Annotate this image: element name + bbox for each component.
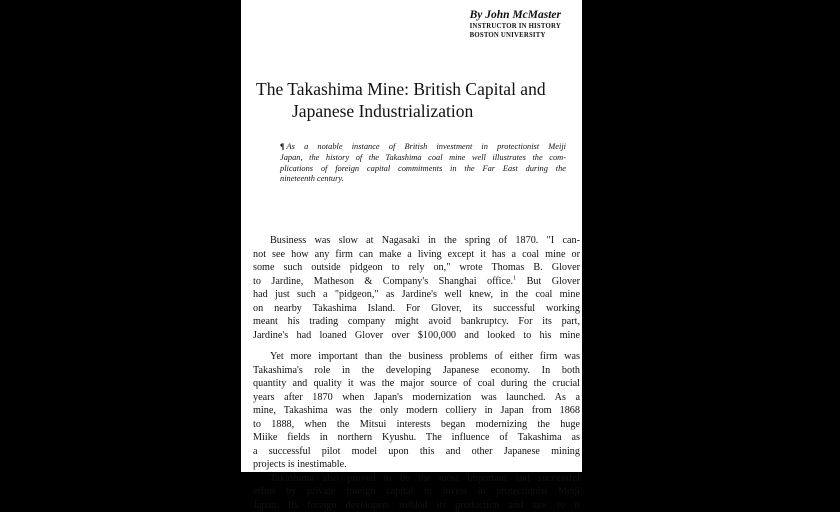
paragraph-3 <box>253 472 580 512</box>
body-line: to 1888, when the Mitsui interests began modernizing the huge <box>253 418 580 432</box>
body-line: to Jardine, Matheson & Company's Shanghai office. <box>253 276 513 287</box>
article-title <box>256 78 576 122</box>
body-line: Jardine's had loaned Glover over $100,000 and looked to his mine <box>253 329 580 343</box>
author-affiliation-title: INSTRUCTOR IN HISTORY <box>470 22 561 31</box>
body-line: Miike fields in northern Kyushu. The influence of Takashima as <box>253 431 580 445</box>
body-line: effort by private foreign capital to invest in protectionist Meiji <box>253 485 580 499</box>
article-body <box>253 234 580 512</box>
body-line: years after 1870 when Japan's modernization was launched. As a <box>253 391 580 405</box>
page-break-gap <box>253 342 580 350</box>
pilcrow-mark: ¶ <box>280 142 285 151</box>
byline <box>470 8 561 40</box>
body-line: a successful pilot model upon this and other Japanese mining <box>253 445 580 459</box>
body-line: Business was slow at Nagasaki in the spring of 1870. "I can- <box>253 234 580 248</box>
body-line: had just such a "pidgeon," as Jardine's well knew, in the coal mine <box>253 288 580 302</box>
body-line: Takashima also proved to be the most important and successful <box>253 472 580 486</box>
body-line: projects is inestimable. <box>253 458 580 472</box>
article-title-line-1: The Takashima Mine: British Capital and <box>256 78 576 100</box>
body-line: meant his trading company might avoid bankruptcy. For its part, <box>253 315 580 329</box>
author-name: By John McMaster <box>470 8 561 22</box>
abstract-line: nineteenth century. <box>280 174 566 185</box>
body-line: some such outside pidgeon to rely on," wrote Thomas B. Glover <box>253 261 580 275</box>
paragraph-1 <box>253 234 580 342</box>
body-line: on nearby Takashima Island. For Glover, its successful working <box>253 302 580 316</box>
body-line: Takashima's role in the developing Japanese economy. In both <box>253 364 580 378</box>
body-line: not see how any firm can make a living except it has a coal mine or <box>253 248 580 262</box>
body-line: Japan. Its foreign developers trebled its production and saw to it <box>253 499 580 512</box>
body-line: mine, Takashima was the only modern colliery in Japan from 1868 <box>253 404 580 418</box>
footnote-reference: 1 <box>513 275 516 281</box>
abstract-line: plications of foreign capital commitments in the Far East during the <box>280 164 566 175</box>
paragraph-2 <box>253 350 580 472</box>
author-affiliation-university: BOSTON UNIVERSITY <box>470 31 561 40</box>
body-line-tail: But Glover <box>527 276 580 287</box>
abstract-line: Japan, the history of the Takashima coal mine well illustrates the com- <box>280 153 566 164</box>
journal-page <box>241 0 582 472</box>
body-line: quantity and quality it was the major source of coal during the crucial <box>253 377 580 391</box>
article-title-line-2: Japanese Industrialization <box>256 100 576 122</box>
abstract-line: As a notable instance of British investment in protectionist Meiji <box>287 142 566 151</box>
article-abstract <box>280 142 566 185</box>
body-line: Yet more important than the business problems of either firm was <box>253 350 580 364</box>
